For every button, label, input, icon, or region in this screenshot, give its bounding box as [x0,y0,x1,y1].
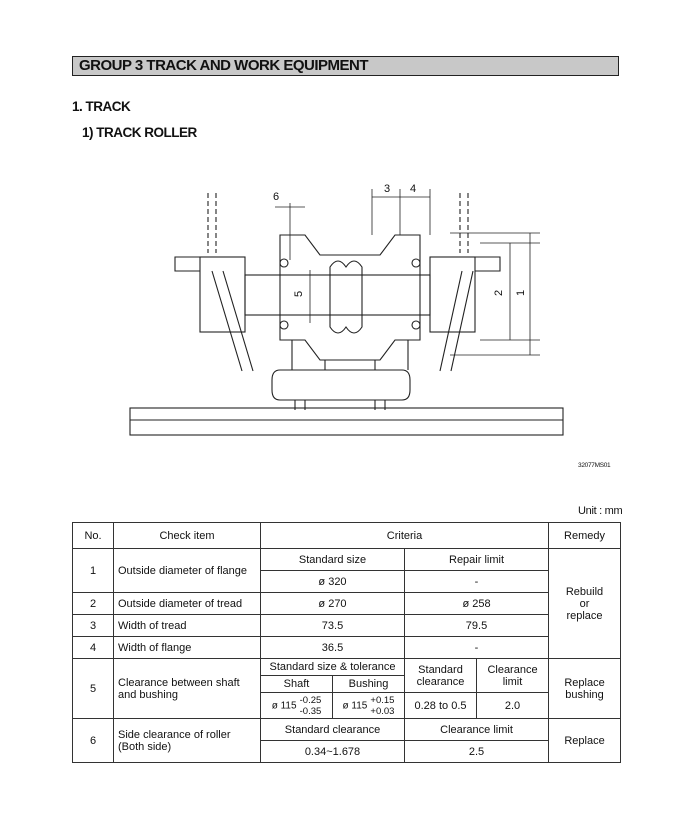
remedy-rebuild: Rebuild or replace [549,549,621,659]
shaft-lower: -0.35 [299,705,322,717]
shaft [245,275,430,315]
row-no: 2 [73,593,114,615]
table-row [73,719,621,741]
shaft-tolerance [261,693,333,719]
callout-4: 4 [410,183,417,195]
callout-1: 1 [515,289,527,296]
row-item: Outside diameter of tread [114,593,261,615]
remedy-replace-bushing: Replace bushing [549,659,621,719]
standard-value: 36.5 [261,637,405,659]
subheader-clearance-limit: Clearance limit [477,659,549,693]
spec-table [72,522,621,763]
row-item: Width of flange [114,637,261,659]
remedy-replace: Replace [549,719,621,763]
track-rail [130,408,563,435]
bushing-tolerance [333,693,405,719]
subheader-shaft: Shaft [261,676,333,693]
callout-5: 5 [293,290,305,297]
header-check-item: Check item [114,523,261,549]
bush-lower: +0.03 [370,705,395,717]
clearance-limit-value: 2.5 [405,741,549,763]
table-row [73,593,621,615]
subheader-std-clearance: Standard clearance [405,659,477,693]
row-item: Width of tread [114,615,261,637]
row-no: 3 [73,615,114,637]
row-no: 4 [73,637,114,659]
header-remedy: Remedy [549,523,621,549]
bush-base: ø 115 [342,700,368,711]
limit-value: 79.5 [405,615,549,637]
limit-value: - [405,637,549,659]
unit-label: Unit : mm [578,505,623,517]
subsection-title: 1) TRACK ROLLER [82,125,197,140]
drawing-code: 32077MS01 [578,462,611,469]
standard-value: ø 320 [261,571,405,593]
table-row [73,549,621,571]
track-link [272,370,410,400]
standard-value: 73.5 [261,615,405,637]
row-item: Clearance between shaft and bushing [114,659,261,719]
track-roller-drawing [120,175,580,440]
group-header: GROUP 3 TRACK AND WORK EQUIPMENT [72,56,619,76]
callout-3: 3 [384,183,391,195]
callout-6: 6 [273,191,280,203]
std-clearance-value: 0.28 to 0.5 [405,693,477,719]
table-row [73,637,621,659]
subheader-std-tolerance: Standard size & tolerance [261,659,405,676]
std-clearance-value: 0.34~1.678 [261,741,405,763]
row-item: Side clearance of roller (Both side) [114,719,261,763]
shaft-base: ø 115 [271,700,297,711]
standard-value: ø 270 [261,593,405,615]
row-no: 1 [73,549,114,593]
row-no: 5 [73,659,114,719]
subheader-std-clearance: Standard clearance [261,719,405,741]
header-criteria: Criteria [261,523,549,549]
section-title: 1. TRACK [72,99,131,114]
table-header-row [73,523,621,549]
header-no: No. [73,523,114,549]
subheader-bushing: Bushing [333,676,405,693]
table-row [73,659,621,676]
subheader-standard-size: Standard size [261,549,405,571]
shaft-upper: -0.25 [299,694,322,706]
limit-value: - [405,571,549,593]
bush-upper: +0.15 [370,694,395,706]
subheader-clearance-limit: Clearance limit [405,719,549,741]
table-row [73,615,621,637]
row-no: 6 [73,719,114,763]
callout-2: 2 [493,289,505,296]
clearance-limit-value: 2.0 [477,693,549,719]
limit-value: ø 258 [405,593,549,615]
row-item: Outside diameter of flange [114,549,261,593]
subheader-repair-limit: Repair limit [405,549,549,571]
